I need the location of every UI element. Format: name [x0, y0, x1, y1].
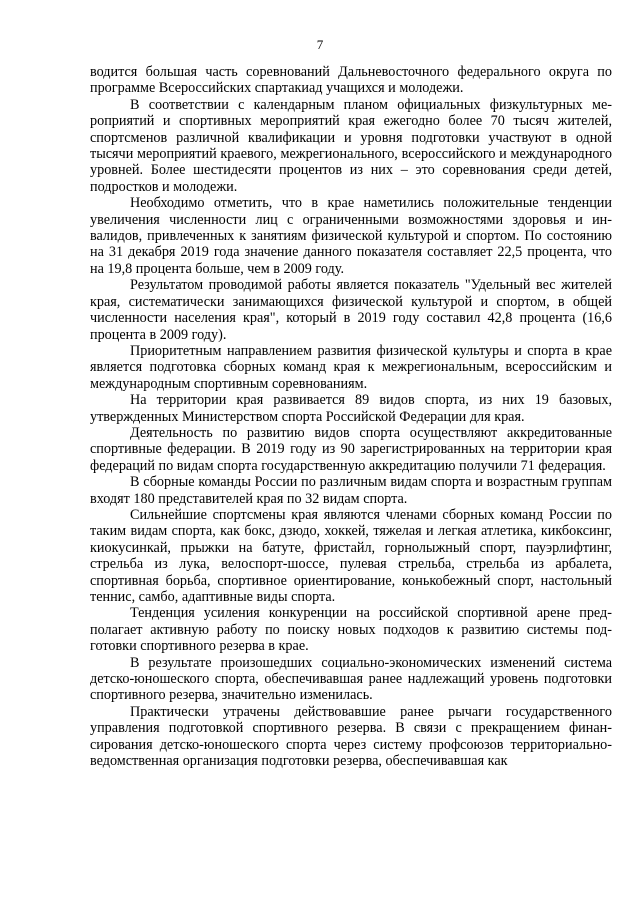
- paragraph-competition-trend: Тенденция усиления конкуренции на российской спортивной арене предполагает активную работу по поиску новых подходов к развитию системы подготовки спортивного резерва в крае.: [90, 605, 612, 655]
- paragraph-lost-levers: Практически утрачены действовавшие ранее рычаги государственного управления подготовкой спортивного резерва. В связи с прекращением финансирования детско-юношеского спорта через систему профсоюзов территориально-ведомственная организация подготовки резерва, обеспечивавшая как: [90, 703, 612, 770]
- paragraph-calendar-plan: В соответствии с календарным планом официальных физкультурных мероприятий и спортивных мероприятий края ежегодно более 70 тысяч жителей, спортсменов различной квалификации и уровня подготовки участвуют в одной тысячи мероприятий краевого, межрегионального, всероссийского и международного уровней. Более шестидесяти процентов из них – это соревнования среди детей, подростков и молодежи.: [90, 96, 612, 195]
- paragraph-disabled-persons-trend: Необходимо отметить, что в крае наметились положительные тенденции увеличения численности лиц с ограниченными возможностями здоровья и инвалидов, привлеченных к занятиям физической культурой и спортом. По состоянию на 31 декабря 2019 года значение данного показателя составляет 22,5 процента, что на 19,8 процента больше, чем в 2009 году.: [90, 195, 612, 277]
- paragraph-continuation: водится большая часть соревнований Дальневосточного федерального округа по программе Всероссийских спартакиад учащихся и молодежи.: [90, 64, 612, 97]
- document-body: [90, 64, 612, 769]
- paragraph-federations: Деятельность по развитию видов спорта осуществляют аккредитованные спортивные федерации. В 2019 году из 90 зарегистрированных на территории края федераций по видам спорта государственную аккредитацию получили 71 федерация.: [90, 424, 612, 474]
- paragraph-sports-count: На территории края развивается 89 видов спорта, из них 19 базовых, утвержденных Министерством спорта Российской Федерации для края.: [90, 392, 612, 425]
- paragraph-national-teams: В сборные команды России по различным видам спорта и возрастным группам входят 180 представителей края по 32 видам спорта.: [90, 474, 612, 507]
- paragraph-priority-direction: Приоритетным направлением развития физической культуры и спорта в крае является подготовка сборных команд края к межрегиональным, всероссийским и международным спортивным соревнованиям.: [90, 342, 612, 392]
- paragraph-strongest-athletes: Сильнейшие спортсмены края являются членами сборных команд России по таким видам спорта, как бокс, дзюдо, хоккей, тяжелая и легкая атлетика, кикбоксинг, киокусинкай, прыжки на батуте, фристайл, горнолыжный спорт, пауэрлифтинг, стрельба из лука, велоспорт-шоссе, пулевая стрельба, стрельба из арбалета, спортивная борьба, спортивное ориентирование, конькобежный спорт, настольный теннис, самбо, адаптивные виды спорта.: [90, 506, 612, 605]
- paragraph-socioeconomic-changes: В результате произошедших социально-экономических изменений система детско-юношеского спорта, обеспечивавшая ранее надлежащий уровень подготовки спортивного резерва, значительно изменилась.: [90, 654, 612, 704]
- page-number: 7: [316, 37, 324, 52]
- paragraph-indicator-share: Результатом проводимой работы является показатель "Удельный вес жителей края, систематически занимающихся физической культурой и спортом, в общей численности населения края", который в 2019 году составил 42,8 процента (16,6 процента в 2009 году).: [90, 277, 612, 343]
